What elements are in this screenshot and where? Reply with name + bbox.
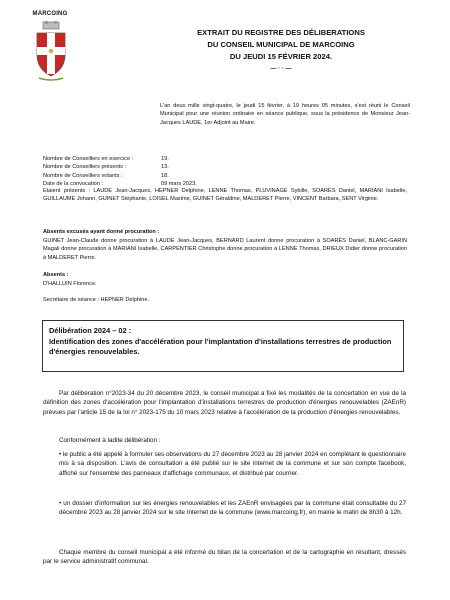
count-row bbox=[43, 172, 303, 180]
excused-list: GUINET Jean-Claude donne procuration à LAUDE Jean-Jacques, BERNARD Laurent donne procuration à SOARÈS Daniel, BLANC-GARIN Magali donne procuration à MARIANI Isabelle, CARPENTIER Christophe donne procuration à LENNE Thomas, DRIEUX Didier donne procuration à MALDERET Pierre. bbox=[43, 238, 407, 261]
absent-title: Absents : bbox=[43, 272, 69, 278]
count-value: 18. bbox=[161, 172, 169, 179]
session-secretary: Secrétaire de séance : HEPNER Delphine. bbox=[43, 297, 150, 303]
absent-list: D'HALLUIN Florence. bbox=[43, 281, 97, 287]
deliberation-title-box bbox=[42, 320, 404, 372]
coat-of-arms-logo bbox=[34, 21, 68, 83]
count-label: Nombre de Conseillers votants : bbox=[43, 172, 123, 179]
paragraph-2: Conformément à ladite délibération : bbox=[59, 437, 161, 444]
meeting-intro: L'an deux mille vingt-quatre, le jeudi 15 février, à 19 heures 05 minutes, s'est réuni le Conseil Municipal pour une réunion ordinaire en séance publique, sous la présidence de Monsieur Jean-Jacques LAUDE, 1er Adjoint au Maire. bbox=[160, 103, 410, 126]
bullet-2 bbox=[43, 499, 406, 518]
paragraph-1: Par délibération n°2023-34 du 20 décembre 2023, le conseil municipal a fixé les modalités de la concertation en vue de la définition des zones d'accélération pour l'implantation d'installations terrestres de production d'énergies renouvelables (ZAEnR) prévues par l'article 15 de la loi n° 2023-175 du 10 mars 2023 relative à l'accélération de la production d'énergies renouvelables. bbox=[43, 390, 406, 416]
bullet-1-text: • le public a été appelé à formuler ses observations du 27 décembre 2023 au 28 janvier 2024 en complétant le questionnaire mis à sa disposition. L'avis de consultation a été publié sur le site internet de la commune et sur son compte facebook, affiché sur l'ensemble des panneaux d'affichage communaux, et distribué par courrier. bbox=[59, 451, 406, 477]
count-label: Date de la convocation : bbox=[43, 181, 104, 188]
bullet-2-text: • un dossier d'information sur les énergies renouvelables et les ZAEnR envisagées par la commune était consultable du 27 décembre 2023 au 28 janvier 2024 sur le site Internet de la commune (www.marcoing.fr), en mairie le matin de 8h30 à 12h. bbox=[59, 500, 406, 517]
document-header bbox=[176, 27, 386, 75]
count-label: Nombre de Conseillers en exercice : bbox=[43, 156, 134, 162]
count-value: 09 mars 2023. bbox=[161, 181, 197, 188]
council-counts bbox=[43, 155, 303, 189]
town-label: MARCOING bbox=[32, 11, 68, 17]
header-line-3: DU JEUDI 15 FÉVRIER 2024. bbox=[229, 52, 333, 61]
present-members: Etaient présents : LAUDE Jean-Jacques, HEPNER Delphine, LENNE Thomas, PLUVINAGE Sybille, SOARÈS Daniel, MARIANI Isabelle, GUILLAUME Johann, GUINET Stéphanie, LOISEL Maxime, GUINET Géraldine, MALDERET Pierre, VINCENT Barbara, SENT Virginie. bbox=[43, 188, 407, 203]
bullet-1 bbox=[43, 450, 406, 478]
deliberation-number: Délibération 2024 – 02 : bbox=[49, 326, 132, 335]
deliberation-title: Identification des zones d'accélération pour l'implantation d'installations terrestres de production d'énergies renouvelables. bbox=[49, 337, 392, 356]
excused-title: Absents excusés ayant donné procuration : bbox=[43, 229, 160, 235]
header-line-2: DU CONSEIL MUNICIPAL DE MARCOING bbox=[207, 40, 355, 49]
header-separator: — · · — bbox=[270, 66, 292, 72]
count-row bbox=[43, 155, 303, 163]
count-label: Nombre de Conseillers présents : bbox=[43, 164, 127, 171]
paragraph-3: Chaque membre du conseil municipal a été informé du bilan de la concertation et de la cartographie en résultant, dressés par le service administratif communal. bbox=[43, 549, 406, 566]
header-line-1: EXTRAIT DU REGISTRE DES DÉLIBERATIONS bbox=[197, 28, 365, 37]
count-row bbox=[43, 163, 303, 171]
count-value: 13. bbox=[161, 164, 169, 171]
count-value: 19. bbox=[161, 156, 169, 162]
